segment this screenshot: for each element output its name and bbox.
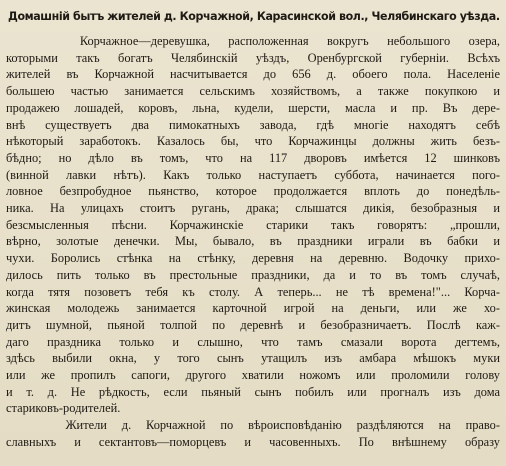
text-line: здѣсь выбили окна, у того сынъ утащилъ изъ амбара мѣшокъ муки xyxy=(6,351,500,366)
text-line: жителей въ Корчажной насчитывается до 656 д. обоего пола. Населеніе xyxy=(6,67,500,82)
article-paragraph-2 xyxy=(6,417,500,450)
text-line: ловное безпробудное пьянство, которое продолжается вплоть до понедѣль- xyxy=(6,184,500,199)
text-line: большею частью занимается сельскимъ хозяйствомъ, а также покупкою и xyxy=(6,84,500,99)
text-line: дилось пить только въ престольные праздники, да и то въ томъ случаѣ, xyxy=(6,267,500,282)
text-line: славныхъ и сектантовъ—поморцевъ и часовенныхъ. По внѣшнему образу xyxy=(6,434,500,449)
text-line: продажею лошадей, коровъ, льна, кудели, шерсти, масла и пр. Въ дере- xyxy=(6,100,500,115)
text-line: безсмысленныя пѣсни. Корчажинскіе старики такъ говорятъ: „прошли, xyxy=(6,217,500,232)
article-paragraph-1 xyxy=(6,33,500,417)
article-title: Домашній бытъ жителей д. Корчажной, Карасинской вол., Челябинскаго уѣзда. xyxy=(8,10,500,23)
text-line: нѣкоторый заработокъ. Казалось бы, что Корчажинцы должны жить безъ- xyxy=(6,134,500,149)
text-line: вѣрно, золотые денечки. Мы, бывало, въ праздники играли въ бабки и xyxy=(6,234,500,249)
text-line: стариковъ-родителей. xyxy=(6,401,121,416)
text-line: ника. На улицахъ стоитъ ругань, драка; слышатся дикія, безобразныя и xyxy=(6,201,500,216)
text-line: Жители д. Корчажной по вѣроисповѣданію раздѣляются на право- xyxy=(6,418,500,433)
text-line: бѣдно; но дѣло въ томъ, что на 117 дворовъ имѣется 12 шинковъ xyxy=(6,150,500,165)
text-line: Корчажное—деревушка, расположенная вокругъ небольшого озера, xyxy=(6,34,500,48)
text-line: (винной лавки нѣтъ). Какъ только наступаетъ суббота, начинается пого- xyxy=(6,167,500,182)
text-line: чухи. Боролись стѣнка на стѣнку, деревня на деревню. Водочку прихо- xyxy=(6,251,500,266)
text-line: даго праздника только и слышно, что тамъ смазали ворота дегтемъ, xyxy=(6,334,500,349)
text-line: когда тятя позоветъ тебя къ столу. А теперь... не тѣ времена!"... Корча- xyxy=(6,284,500,299)
text-line: и т. д. Не рѣдкость, если пьяный сынъ побилъ или прогналъ изъ дома xyxy=(6,384,500,399)
text-line: дитъ шумной, пьяной толпой по деревнѣ и безобразничаетъ. Послѣ каж- xyxy=(6,317,500,332)
text-line: которыми такъ богатъ Челябинскій уѣздъ, Оренбургской губерніи. Всѣхъ xyxy=(6,50,500,65)
text-line: или же пропилъ сапоги, другого хватили ножомъ или проломили голову xyxy=(6,368,500,383)
text-line: жинская молодежь занимается карточной игрой на деньги, или же хо- xyxy=(6,301,500,316)
text-line: внѣ существуетъ два пимокатныхъ завода, гдѣ многіе находятъ себѣ xyxy=(6,117,500,132)
